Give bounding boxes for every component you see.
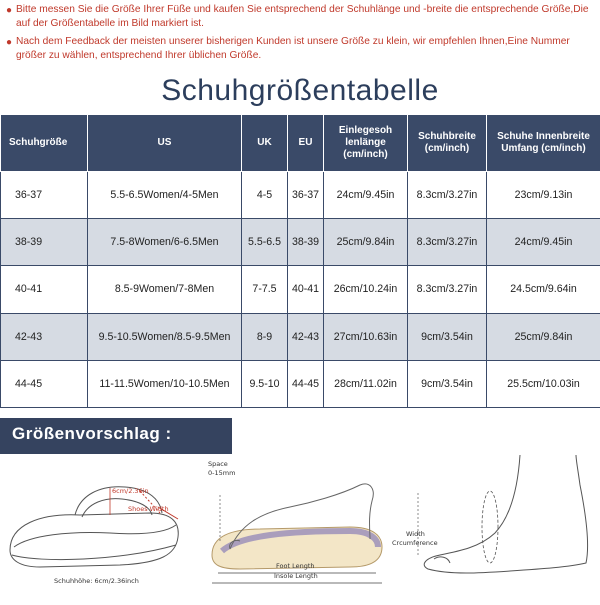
table-row — [1, 360, 600, 407]
table-cell: 25cm/9.84in — [324, 219, 408, 266]
table-cell: 23cm/9.13in — [487, 172, 600, 219]
table-cell: 8.3cm/3.27in — [408, 172, 487, 219]
table-cell: 8.3cm/3.27in — [408, 266, 487, 313]
width-label: Width — [406, 530, 425, 538]
table-cell: 4-5 — [242, 172, 288, 219]
size-table — [0, 114, 600, 408]
header-cell: Schuhbreite (cm/inch) — [408, 115, 487, 172]
header-cell: Einlegesoh lenlänge (cm/inch) — [324, 115, 408, 172]
table-cell: 7-7.5 — [242, 266, 288, 313]
table-cell: 8.3cm/3.27in — [408, 219, 487, 266]
table-cell: 9cm/3.54in — [408, 313, 487, 360]
header-cell: US — [88, 115, 242, 172]
table-cell: 25.5cm/10.03in — [487, 360, 600, 407]
table-cell: 40-41 — [1, 266, 88, 313]
table-cell: 38-39 — [288, 219, 324, 266]
table-cell: 36-37 — [1, 172, 88, 219]
bullet-icon: ● — [6, 4, 12, 18]
table-cell: 38-39 — [1, 219, 88, 266]
table-cell: 9cm/3.54in — [408, 360, 487, 407]
page-title: Schuhgrößentabelle — [0, 74, 600, 108]
insole-length-label: Insole Length — [274, 572, 318, 580]
header-cell: Schuhe Innenbreite Umfang (cm/inch) — [487, 115, 600, 172]
table-cell: 7.5-8Women/6-6.5Men — [88, 219, 242, 266]
table-header-row — [1, 115, 600, 172]
note-2 — [6, 35, 596, 62]
table-cell: 27cm/10.63in — [324, 313, 408, 360]
table-cell: 36-37 — [288, 172, 324, 219]
table-cell: 26cm/10.24in — [324, 266, 408, 313]
table-cell: 5.5-6.5Women/4-5Men — [88, 172, 242, 219]
header-cell: Schuhgröße — [1, 115, 88, 172]
table-cell: 24cm/9.45in — [487, 219, 600, 266]
table-cell: 44-45 — [288, 360, 324, 407]
table-cell: 8-9 — [242, 313, 288, 360]
table-cell: 40-41 — [288, 266, 324, 313]
table-cell: 42-43 — [1, 313, 88, 360]
table-row — [1, 172, 600, 219]
note-text: Nach dem Feedback der meisten unserer bisherigen Kunden ist unsere Größe zu klein, wir empfehlen Ihnen,Eine Nummer größer zu wählen, entsprechend Ihrer üblichen Größe. — [16, 36, 570, 61]
foot-length-label: Foot Length — [276, 562, 315, 570]
table-cell: 8.5-9Women/7-8Men — [88, 266, 242, 313]
bullet-icon: ● — [6, 36, 12, 50]
table-row — [1, 313, 600, 360]
table-cell: 11-11.5Women/10-10.5Men — [88, 360, 242, 407]
table-cell: 42-43 — [288, 313, 324, 360]
sole-height-label: Schuhhöhe: 6cm/2.36inch — [54, 577, 139, 585]
banner-text: Größenvorschlag : — [12, 424, 172, 444]
table-cell: 9.5-10 — [242, 360, 288, 407]
table-cell: 25cm/9.84in — [487, 313, 600, 360]
table-cell: 24.5cm/9.64in — [487, 266, 600, 313]
note-1 — [6, 3, 596, 30]
space-label: Space — [208, 460, 228, 468]
header-cell: UK — [242, 115, 288, 172]
table-row — [1, 219, 600, 266]
space-range-label: 0-15mm — [208, 469, 235, 477]
upper-height-label: 6cm/2.36in — [112, 487, 149, 495]
table-cell: 24cm/9.45in — [324, 172, 408, 219]
notes — [6, 3, 596, 67]
size-suggestion-banner — [0, 418, 232, 454]
circumference-label: Crcumference — [392, 539, 438, 547]
header-cell: EU — [288, 115, 324, 172]
table-row — [1, 266, 600, 313]
table-cell: 5.5-6.5 — [242, 219, 288, 266]
shoes-width-label: Shoes Width — [128, 505, 169, 513]
foot-width-illustration — [400, 455, 600, 600]
table-cell: 28cm/11.02in — [324, 360, 408, 407]
foot-icon — [400, 455, 600, 600]
table-cell: 9.5-10.5Women/8.5-9.5Men — [88, 313, 242, 360]
slipper-illustration — [0, 455, 200, 600]
insole-illustration — [200, 455, 400, 600]
note-text: Bitte messen Sie die Größe Ihrer Füße und kaufen Sie entsprechend der Schuhlänge und -breite die entsprechende Größe,Die auf der Größentabelle im Bild markiert ist. — [16, 4, 589, 29]
table-cell: 44-45 — [1, 360, 88, 407]
